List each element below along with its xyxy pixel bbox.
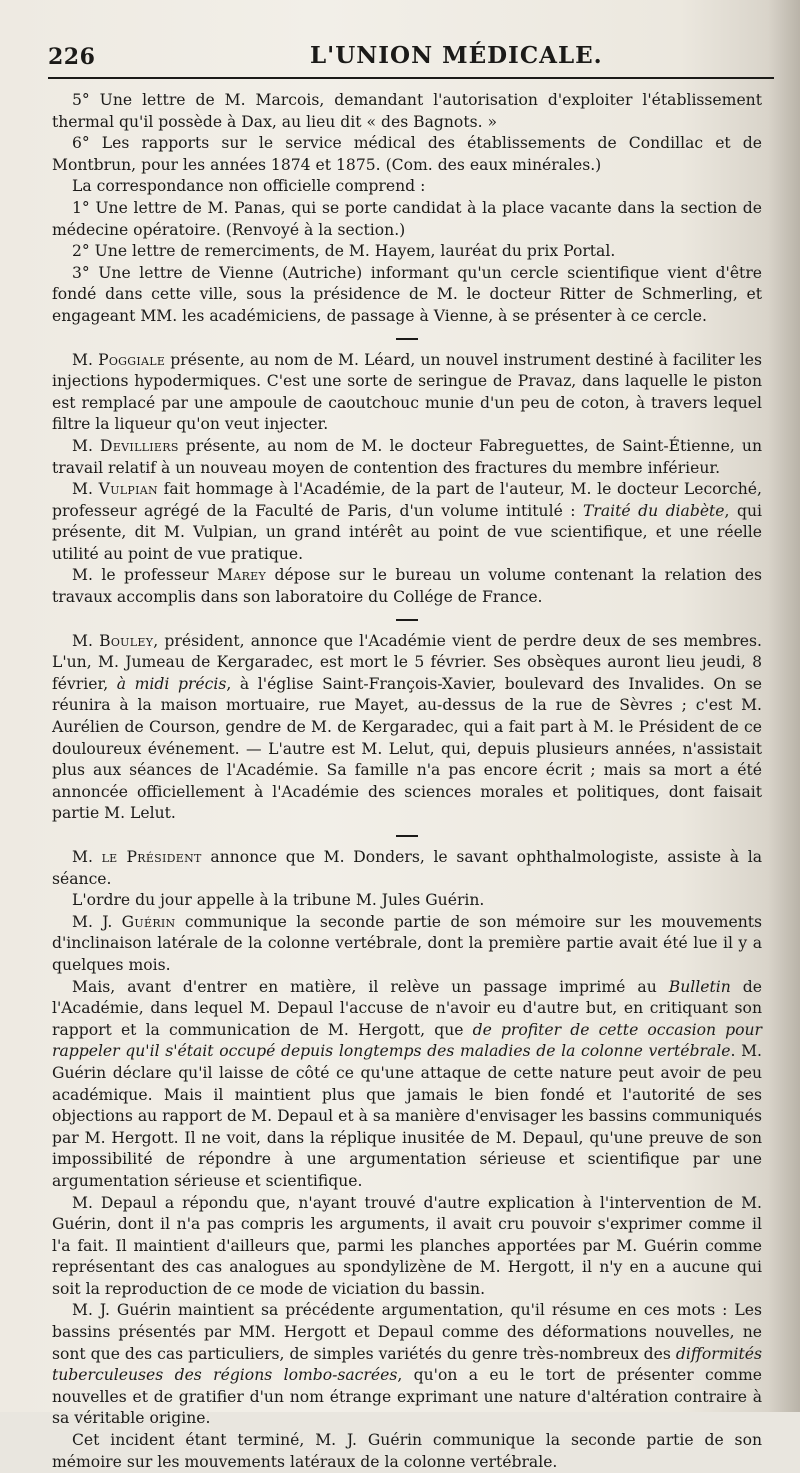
paragraph-bouley: M. Bouley, président, annonce que l'Académie vient de perdre deux de ses membres. L'un, M. Jumeau de Kergaradec, est mort le 5 février. Ses obsèques auront lieu jeudi, 8 février, à midi précis, à l'église Saint-François-Xavier, boulevard des Invalides. On se réunira à la maison mortuaire, rue Mayet, au-dessus de la rue de Sèvres ; c'est M. Aurélien de Courson, gendre de M. de Kergaradec, qui a fait part à M. le Président de ce douloureux événement. — L'autre est M. Lelut, qui, depuis plusieurs années, n'assistait plus aux séances de l'Académie. Sa famille n'a pas encore écrit ; mais sa mort a été annoncée officiellement à l'Académie des sciences morales et politiques, dont faisait partie M. Lelut. [52, 631, 762, 823]
speaker-name: Guérin [121, 912, 176, 931]
speaker-name: Devilliers [100, 436, 179, 455]
article-body [52, 90, 762, 1473]
section-separator [396, 338, 418, 340]
paragraph-item-5: 5° Une lettre de M. Marcois, demandant l'autorisation d'exploiter l'établissement thermal qu'il possède à Dax, au lieu dit « des Bagnots. » [52, 91, 762, 131]
paragraph-guerin-reply: Mais, avant d'entrer en matière, il relève un passage imprimé au Bulletin de l'Académie, dans lequel M. Depaul l'accuse de n'avoir eu d'autre but, en critiquant son rapport et la communication de M. Hergott, que de profiter de cette occasion pour rappeler qu'il s'était occupé depuis longtemps des maladies de la colonne vertébrale. M. Guérin déclare qu'il laisse de côté ce qu'une attaque de cette nature peut avoir de peu académique. Mais il maintient plus que jamais le bien fondé et l'autorité de ses objections au rapport de M. Depaul et à sa manière d'envisager les bassins communiqués par M. Hergott. Il ne voit, dans la réplique inusitée de M. Depaul, qu'une preuve de son impossibilité de répondre à une argumentation sérieuse et scientifique par une argumentation sérieuse et scientifique. [52, 977, 762, 1190]
paragraph-poggiale: M. Poggiale présente, au nom de M. Léard, un nouvel instrument destiné à faciliter les injections hypodermiques. C'est une sorte de seringue de Pravaz, dans laquelle le piston est remplacé par une ampoule de caoutchouc munie d'un peu de coton, à travers lequel filtre la liqueur qu'on veut injecter. [52, 350, 762, 434]
speaker-name: Poggiale [98, 350, 166, 369]
speaker-name: Bouley [99, 631, 154, 650]
paragraph-item-1: 1° Une lettre de M. Panas, qui se porte candidat à la place vacante dans la section de médecine opératoire. (Renvoyé à la section.) [52, 198, 762, 239]
paragraph-depaul: M. Depaul a répondu que, n'ayant trouvé d'autre explication à l'intervention de M. Guérin, dont il n'a pas compris les arguments, il avait cru pouvoir s'exprimer comme il l'a fait. Il maintient d'ailleurs que, parmi les planches apportées par M. Guérin comme représentant des cas analogues au spondylizène de M. Hergott, il n'y en a aucune qui soit la reproduction de ce mode de viciation du bassin. [52, 1193, 762, 1298]
paragraph-item-6: 6° Les rapports sur le service médical des établissements de Condillac et de Montbrun, pour les années 1874 et 1875. (Com. des eaux minérales.) [52, 134, 762, 174]
section-separator [396, 835, 418, 837]
paragraph-item-2: 2° Une lettre de remerciments, de M. Hayem, lauréat du prix Portal. [72, 242, 616, 261]
page-header [48, 40, 760, 80]
page-number: 226 [48, 44, 96, 70]
paragraph-guerin-maintains: M. J. Guérin maintient sa précédente argumentation, qu'il résume en ces mots : Les bassins présentés par MM. Hergott et Depaul comme des déformations nouvelles, ne sont que des cas particuliers, de simples variétés du genre très-nombreux des difformités tuberculeuses des régions lombo-sacrées, qu'on a eu le tort de présenter comme nouvelles et de gratifier d'un nom étrange exprimant une nature d'altération contraire à sa véritable origine. [52, 1301, 762, 1428]
paragraph-correspondence-heading: La correspondance non officielle comprend : [72, 177, 426, 196]
speaker-name: le Président [101, 848, 202, 866]
paragraph-devilliers: M. Devilliers présente, au nom de M. le docteur Fabreguettes, de Saint-Étienne, un travail relatif à un nouveau moyen de contention des fractures du membre inférieur. [52, 436, 762, 477]
book-title: Traité du diabète [582, 501, 725, 520]
paragraph-marey: M. le professeur Marey dépose sur le bureau un volume contenant la relation des travaux accomplis dans son laboratoire du Collége de France. [52, 566, 762, 607]
quoted-text: de profiter de cette occasion pour rappeler qu'il s'était occupé depuis longtemps des maladies de la colonne vertébrale [52, 1020, 762, 1061]
paragraph-guerin: M. J. Guérin communique la seconde partie de son mémoire sur les mouvements d'inclinaison latérale de la colonne vertébrale, dont la première partie avait été lue il y a quelques mois. [52, 912, 763, 974]
speaker-name: Vulpian [98, 480, 158, 499]
emphasis-text: difformités tuberculeuses des régions lombo-sacrées [52, 1344, 762, 1385]
paragraph-order-of-day: L'ordre du jour appelle à la tribune M. Jules Guérin. [72, 891, 485, 910]
speaker-name: Marey [217, 566, 267, 585]
paragraph-incident-ended: Cet incident étant terminé, M. J. Guérin communique la seconde partie de son mémoire sur les mouvements latéraux de la colonne vertébrale. [52, 1431, 762, 1471]
paragraph-item-3: 3° Une lettre de Vienne (Autriche) informant qu'un cercle scientifique vient d'être fondé dans cette ville, sous la présidence de M. le docteur Ritter de Schmerling, et engageant MM. les académiciens, de passage à Vienne, à se présenter à ce cercle. [52, 263, 762, 325]
running-title: L'UNION MÉDICALE. [310, 42, 603, 69]
header-rule [48, 77, 774, 79]
emphasis-text: Bulletin [668, 977, 731, 996]
emphasis-text: à midi précis [116, 674, 227, 693]
paragraph-president: M. le Président annonce que M. Donders, le savant ophthalmologiste, assiste à la séance. [52, 848, 762, 888]
section-separator [396, 619, 418, 621]
paragraph-vulpian: M. Vulpian fait hommage à l'Académie, de la part de l'auteur, M. le docteur Lecorché, professeur agrégé de la Faculté de Paris, d'un volume intitulé : Traité du diabète, qui présente, dit M. Vulpian, un grand intérêt au point de vue scientifique, et une réelle utilité au point de vue pratique. [52, 480, 762, 563]
